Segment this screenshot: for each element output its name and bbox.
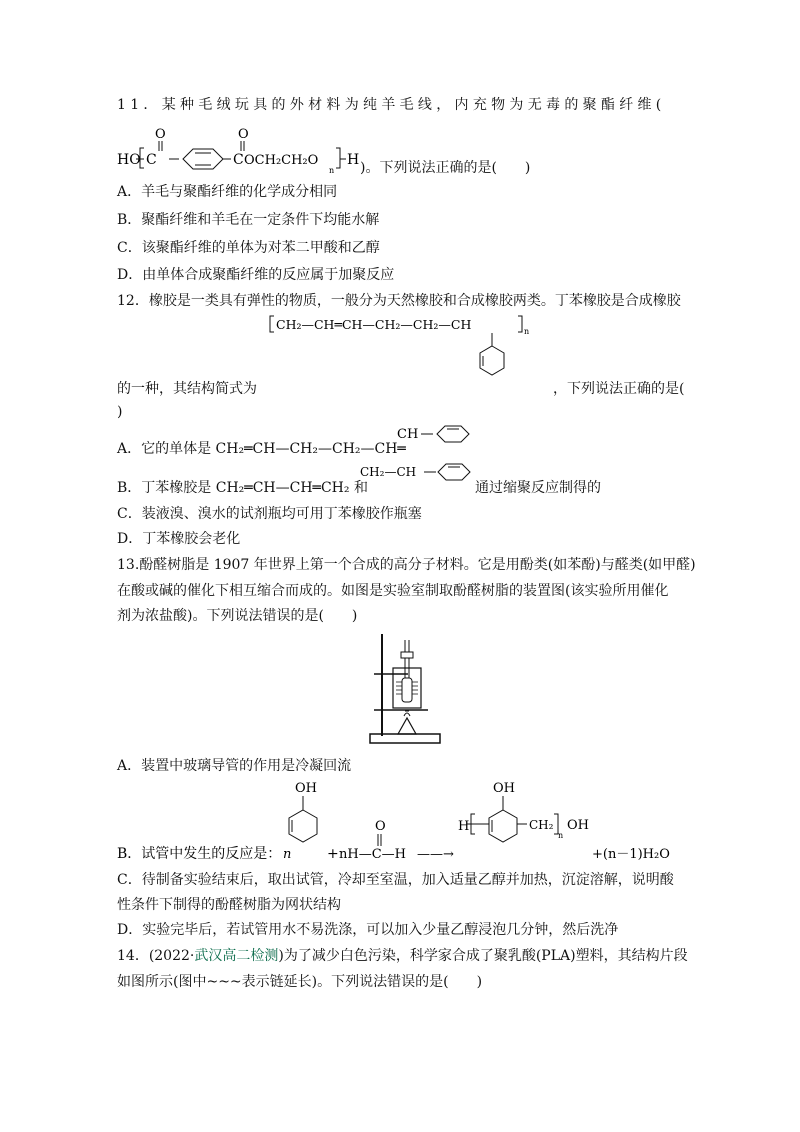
q13-option-a: A．装置中玻璃导管的作用是冷凝回流 xyxy=(117,758,352,774)
q12-option-b-suffix: 通过缩聚反应制得的 xyxy=(475,480,601,496)
q14-stem-line2: 如图所示(图中~~~表示链延长)。下列说法错误的是( ) xyxy=(117,974,483,990)
svg-text:OH: OH xyxy=(493,781,515,796)
structure-n: n xyxy=(524,327,530,336)
q13-option-c-line1: C．待制备实验结束后，取出试管，冷却至室温，加入适量乙醇并加热，沉淀溶解，说明酸 xyxy=(117,872,674,888)
q11-option-a: A．羊毛与聚酯纤维的化学成分相同 xyxy=(117,184,338,200)
formula-o2: O xyxy=(238,127,249,142)
q11-option-b: B．聚酯纤维和羊毛在一定条件下均能水解 xyxy=(117,212,380,228)
q13-option-c-line2: 性条件下制得的酚醛树脂为网状结构 xyxy=(117,897,341,913)
q13-option-b-equation xyxy=(117,776,677,866)
svg-text:nH—C—H: nH—C—H xyxy=(339,847,406,862)
q11-stem-line1: 11．某种毛绒玩具的外材料为纯羊毛线，内充物为无毒的聚酯纤维( xyxy=(117,97,666,113)
svg-text:O: O xyxy=(375,819,386,834)
q12-option-b: B．丁苯橡胶是 CH₂═CH—CH═CH₂ 和 xyxy=(117,480,368,496)
q13-option-d: D．实验完毕后，若试管用水不易洗涤，可以加入少量乙醇浸泡几分钟，然后洗净 xyxy=(117,922,619,938)
q14-line1-rest: )为了减少白色污染，科学家合成了聚乳酸(PLA)塑料，其结构片段 xyxy=(278,948,688,964)
svg-text:CH: CH xyxy=(397,427,419,442)
svg-text:+: + xyxy=(327,846,339,862)
q14-stem-line1 xyxy=(117,947,688,965)
q11-option-c: C．该聚酯纤维的单体为对苯二甲酸和乙醇 xyxy=(117,240,380,256)
q11-option-d: D．由单体合成聚酯纤维的反应属于加聚反应 xyxy=(117,267,395,283)
formula-o1: O xyxy=(155,127,166,142)
q12-sbr-structure xyxy=(268,312,548,392)
q12-stem-line2-right: ，下列说法正确的是( xyxy=(553,381,685,397)
q12-stem-line2-left: 的一种，其结构简式为 xyxy=(117,381,257,397)
svg-text:n: n xyxy=(283,847,292,862)
q12-option-a: A．它的单体是 CH₂═CH—CH₂—CH₂—CH═ xyxy=(117,441,406,457)
svg-text:OH: OH xyxy=(295,781,317,796)
q12-stem-line3: ) xyxy=(117,404,123,420)
q12-option-d: D．丁苯橡胶会老化 xyxy=(117,531,241,547)
formula-c: C xyxy=(146,152,157,168)
formula-ho: HO xyxy=(117,152,141,168)
svg-text:n: n xyxy=(558,831,564,840)
formula-h: H xyxy=(347,152,360,168)
q11-polyester-formula xyxy=(113,118,373,178)
q12-option-a-phenyl xyxy=(397,424,477,452)
q13-stem-line2: 在酸或碱的催化下相互缩合而成的。如图是实验室制取酚醛树脂的装置图(该实验所用催化 xyxy=(117,583,669,599)
q12-option-c: C．装液溴、溴水的试剂瓶均可用丁苯橡胶作瓶塞 xyxy=(117,506,422,522)
q13-stem-line3: 剂为浓盐酸)。下列说法错误的是( ) xyxy=(117,608,358,624)
svg-text:OH: OH xyxy=(567,818,589,833)
svg-text:CH₂: CH₂ xyxy=(529,818,554,832)
svg-text:CH₂—CH: CH₂—CH xyxy=(360,465,417,479)
option-b-prefix: B．试管中发生的反应是： xyxy=(117,846,282,862)
formula-n: n xyxy=(329,166,335,175)
q12-option-b-styrene xyxy=(358,462,478,492)
svg-text:——→: ——→ xyxy=(417,847,454,862)
formula-tail: OCH₂CH₂O xyxy=(244,153,319,168)
q13-apparatus-diagram xyxy=(368,630,448,748)
q14-prefix: 14．(2022· xyxy=(117,948,195,964)
q12-stem-line1: 12．橡胶是一类具有弹性的物质，一般分为天然橡胶和合成橡胶两类。丁苯橡胶是合成橡胶 xyxy=(117,293,681,309)
q13-stem-line1: 13.酚醛树脂是 1907 年世界上第一个合成的高分子材料。它是用酚类(如苯酚)与醛类(如甲醛) xyxy=(117,557,696,573)
svg-text:+(n－1)H₂O: +(n－1)H₂O xyxy=(592,847,670,862)
svg-text:C: C xyxy=(233,152,244,168)
q14-source: 武汉高二检测 xyxy=(194,948,279,964)
structure-chain: CH₂—CH═CH—CH₂—CH₂—CH xyxy=(276,317,472,332)
svg-text:H: H xyxy=(458,819,470,834)
q11-stem-line2: )。下列说法正确的是( ) xyxy=(360,160,531,176)
